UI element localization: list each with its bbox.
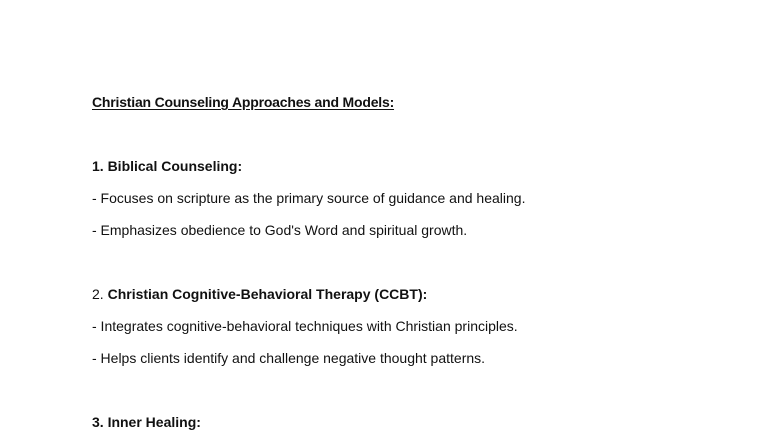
section-heading-ccbt — [92, 285, 427, 303]
document-title: Christian Counseling Approaches and Models: — [92, 94, 395, 110]
bullet-item: - Integrates cognitive-behavioral techniques with Christian principles. — [92, 318, 518, 334]
bullet-item: - Helps clients identify and challenge negative thought patterns. — [92, 350, 486, 366]
section-heading-text: Christian Cognitive-Behavioral Therapy (CCBT): — [107, 286, 428, 302]
section-heading-biblical-counseling: 1. Biblical Counseling: — [92, 158, 243, 174]
bullet-item: - Emphasizes obedience to God's Word and spiritual growth. — [92, 222, 468, 238]
section-heading-inner-healing: 3. Inner Healing: — [92, 414, 201, 430]
bullet-item: - Focuses on scripture as the primary source of guidance and healing. — [92, 190, 526, 206]
section-number: 2. — [92, 286, 104, 302]
